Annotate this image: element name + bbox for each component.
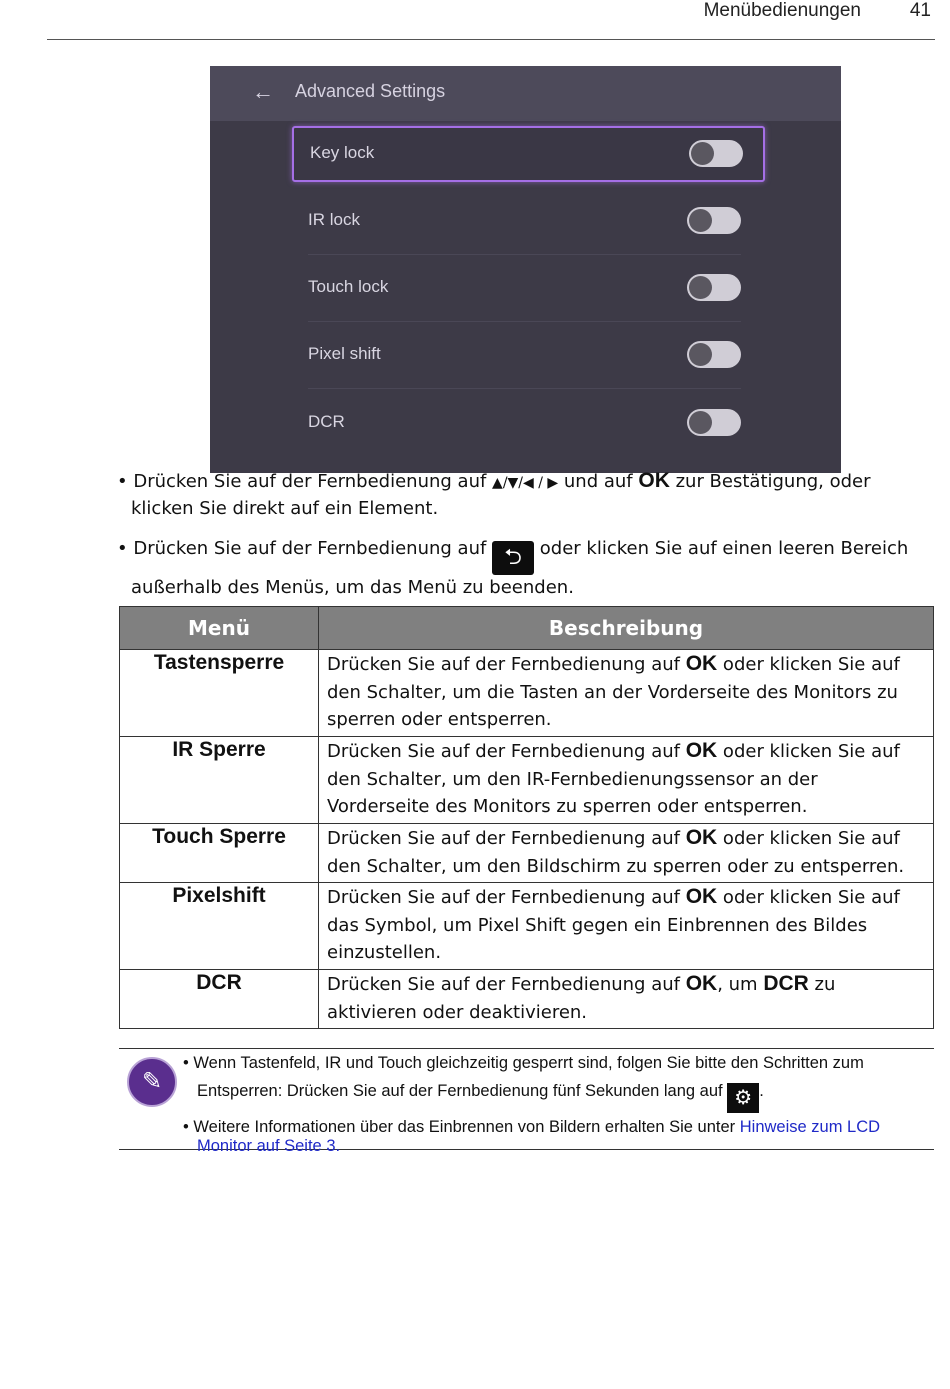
table-row <box>120 883 934 970</box>
menu-name: Pixelshift <box>120 883 319 970</box>
table-row <box>120 970 934 1029</box>
bullet-text: Drücken Sie auf der Fernbedienung auf <box>133 471 493 492</box>
bullet-text: oder klicken Sie auf einen leeren Bereich <box>534 538 909 559</box>
desc-text: oder klicken Sie auf den Schalter, um den IR-Fernbedienungssensor an der Vorderseite des Monitors zu sperren oder entsperren. <box>327 741 900 817</box>
toggle-knob <box>689 276 712 299</box>
menu-name: Tastensperre <box>120 650 319 737</box>
table-row <box>120 737 934 824</box>
column-header-menu: Menü <box>120 607 319 650</box>
toggle-knob <box>689 343 712 366</box>
toggle-switch[interactable] <box>687 341 741 368</box>
instruction-bullet-exit: • Drücken Sie auf der Fernbedienung auf ⮌ oder klicken Sie auf einen leeren Bereich außerhalb des Menüs, um das Menü zu beenden. <box>117 532 927 601</box>
desc-text: oder klicken Sie auf den Schalter, um den Bildschirm zu sperren oder zu entsperren. <box>327 828 905 877</box>
setting-label: Touch lock <box>308 277 389 296</box>
desc-text: Drücken Sie auf der Fernbedienung auf <box>327 741 686 762</box>
note-item: • Weitere Informationen über das Einbrennen von Bildern erhalten Sie unter Hinweise zum LCD <box>183 1118 881 1136</box>
menu-description <box>319 650 934 737</box>
setting-row-pixel-shift[interactable] <box>292 329 761 381</box>
desc-text: Drücken Sie auf der Fernbedienung auf <box>327 974 686 995</box>
note-item-cont <box>183 1137 933 1155</box>
desc-text: , um <box>717 974 764 995</box>
ok-key: OK <box>685 885 718 908</box>
section-title: Menübedienungen <box>703 0 861 21</box>
desc-text: oder klicken Sie auf den Schalter, um die Tasten an der Vorderseite des Monitors zu sperren oder entsperren. <box>327 654 900 730</box>
bullet-text: zur Bestätigung, oder <box>669 471 871 492</box>
ok-key: OK <box>685 826 718 849</box>
lcd-hints-link-page[interactable]: Monitor auf Seite 3 <box>197 1137 336 1155</box>
note-text: Wenn Tastenfeld, IR und Touch gleichzeitig gesperrt sind, folgen Sie bitte den Schritten zum <box>193 1054 864 1072</box>
setting-row-ir-lock[interactable] <box>292 195 761 247</box>
desc-text: Drücken Sie auf der Fernbedienung auf <box>327 887 686 908</box>
setting-row-dcr[interactable] <box>292 397 761 449</box>
settings-topbar <box>210 66 841 121</box>
bullet-text: und auf <box>558 471 639 492</box>
note-items <box>183 1049 933 1155</box>
desc-text: Drücken Sie auf der Fernbedienung auf <box>327 654 686 675</box>
menu-name: Touch Sperre <box>120 824 319 883</box>
table-header-row <box>120 607 934 650</box>
menu-description <box>319 824 934 883</box>
ok-key: OK <box>685 972 718 995</box>
ok-key: OK <box>638 469 670 492</box>
bullet-text: klicken Sie direkt auf ein Element. <box>131 498 439 519</box>
settings-gear-icon: ⚙ <box>727 1083 759 1113</box>
return-key-icon: ⮌ <box>492 541 534 575</box>
dcr-term: DCR <box>763 972 809 995</box>
menu-description <box>319 737 934 824</box>
note-text: . <box>335 1137 341 1155</box>
toggle-knob <box>689 411 712 434</box>
note-text: Entsperren: Drücken Sie auf der Fernbedienung fünf Sekunden lang auf <box>197 1082 728 1100</box>
toggle-knob <box>691 142 714 165</box>
menu-description <box>319 970 934 1029</box>
ok-key: OK <box>685 652 718 675</box>
row-divider <box>308 388 741 389</box>
note-box <box>119 1048 934 1155</box>
bullet-text: Drücken Sie auf der Fernbedienung auf <box>133 538 493 559</box>
desc-text: zu aktivieren oder deaktivieren. <box>327 974 836 1023</box>
setting-label: Key lock <box>310 143 375 162</box>
table-row <box>120 824 934 883</box>
page-header <box>47 0 935 40</box>
menu-name: DCR <box>120 970 319 1029</box>
settings-screenshot <box>210 66 841 473</box>
setting-label: IR lock <box>308 210 360 229</box>
ok-key: OK <box>685 739 718 762</box>
note-item: • Wenn Tastenfeld, IR und Touch gleichzeitig gesperrt sind, folgen Sie bitte den Schritten zum <box>183 1054 864 1072</box>
settings-title: Advanced Settings <box>295 81 446 101</box>
row-divider <box>308 321 741 322</box>
setting-row-key-lock[interactable] <box>292 126 765 182</box>
toggle-switch[interactable] <box>687 207 741 234</box>
arrow-keys-icon: ▲/▼/◀ / ▶ <box>492 475 559 491</box>
menu-description <box>319 883 934 970</box>
toggle-switch[interactable] <box>687 274 741 301</box>
desc-text: oder klicken Sie auf das Symbol, um Pixel Shift gegen ein Einbrennen des Bildes einzustellen. <box>327 887 900 963</box>
toggle-switch[interactable] <box>689 140 743 167</box>
column-header-description: Beschreibung <box>319 607 934 650</box>
note-text: Weitere Informationen über das Einbrennen von Bildern erhalten Sie unter <box>193 1118 740 1136</box>
note-text: . <box>759 1082 764 1100</box>
setting-label: DCR <box>308 412 345 431</box>
setting-label: Pixel shift <box>308 344 381 363</box>
row-divider <box>308 254 741 255</box>
instruction-bullet-navigate: • Drücken Sie auf der Fernbedienung auf ▲/▼/◀ / ▶ und auf OK zur Bestätigung, oder klicken Sie direkt auf ein Element. <box>117 468 927 522</box>
table-row <box>120 650 934 737</box>
menu-table <box>119 606 934 1029</box>
bullet-text: außerhalb des Menüs, um das Menü zu beenden. <box>131 577 574 598</box>
back-arrow-icon[interactable]: ← <box>252 79 274 104</box>
toggle-switch[interactable] <box>687 409 741 436</box>
pencil-note-icon: ✎ <box>127 1057 177 1107</box>
note-item-cont <box>183 1077 933 1113</box>
lcd-hints-link[interactable]: Hinweise zum LCD <box>739 1118 881 1136</box>
toggle-knob <box>689 209 712 232</box>
menu-name: IR Sperre <box>120 737 319 824</box>
page-number: 41 <box>909 0 931 21</box>
desc-text: Drücken Sie auf der Fernbedienung auf <box>327 828 686 849</box>
setting-row-touch-lock[interactable] <box>292 262 761 314</box>
